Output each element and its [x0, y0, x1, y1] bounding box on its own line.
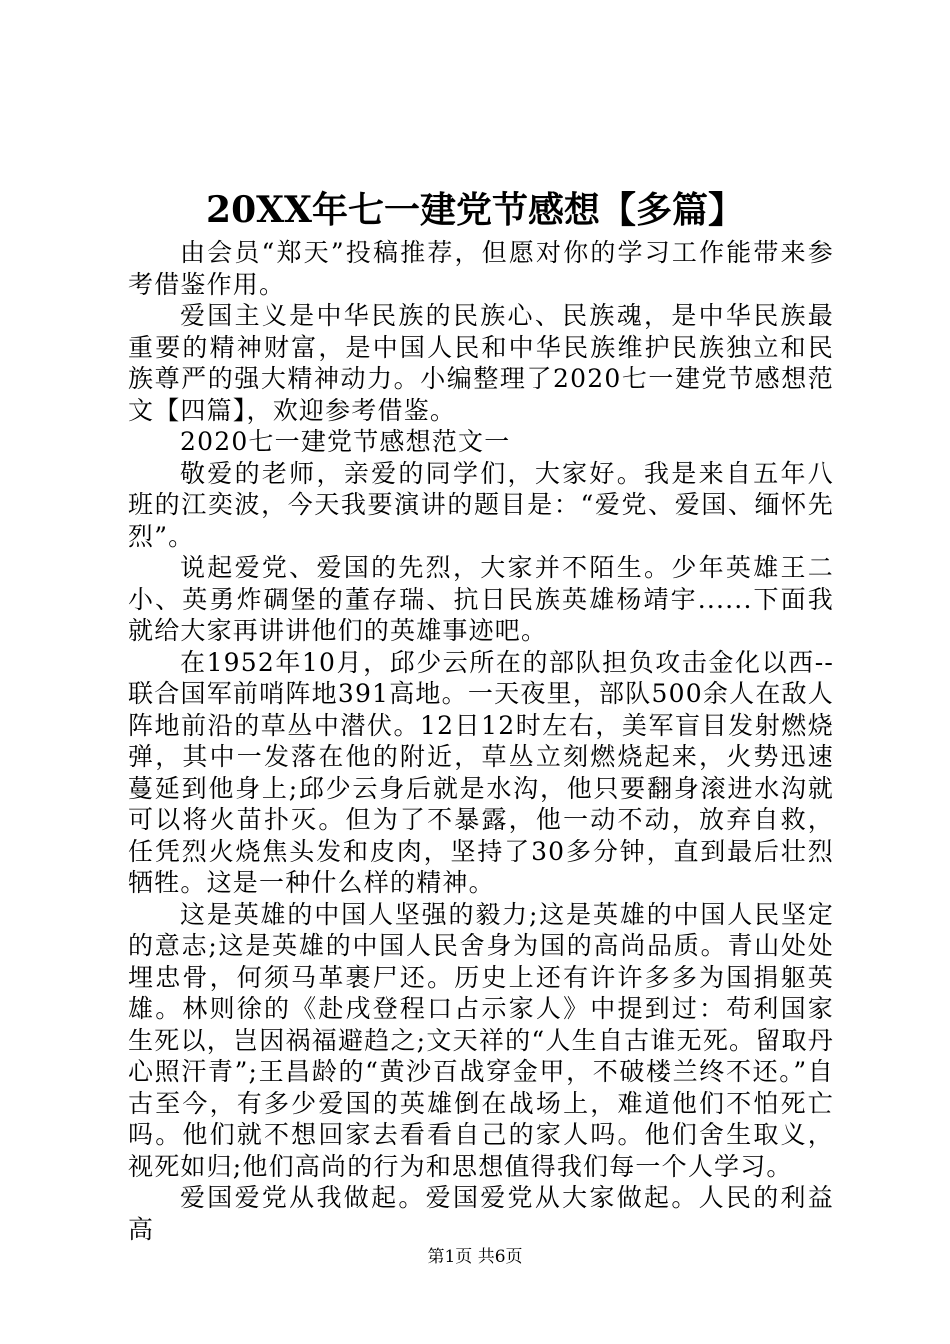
- paragraph-closing: 爱国爱党从我做起。爱国爱党从大家做起。人民的利益高: [128, 1183, 834, 1244]
- paragraph-heroes: 说起爱党、爱国的先烈，大家并不陌生。少年英雄王二小、英勇炸碉堡的董存瑞、抗日民族英雄杨靖宇......下面我就给大家再讲讲他们的英雄事迹吧。: [128, 553, 834, 645]
- document-body: [128, 237, 834, 1245]
- paragraph-qiu-shaoyun: 在1952年10月，邱少云所在的部队担负攻击金化以西--联合国军前哨阵地391高地。一天夜里，部队500余人在敌人阵地前沿的草丛中潜伏。12日12时左右，美军盲目发射燃烧弹，其中一发落在他的附近，草丛立刻燃烧起来，火势迅速蔓延到他身上;邱少云身后就是水沟，他只要翻身滚进水沟就可以将火苗扑灭。但为了不暴露，他一动不动，放弃自救，任凭烈火烧焦头发和皮肉，坚持了30多分钟，直到最后壮烈牺牲。这是一种什么样的精神。: [128, 647, 834, 897]
- paragraph-spirit: 这是英雄的中国人坚强的毅力;这是英雄的中国人民坚定的意志;这是英雄的中国人民舍身为国的高尚品质。青山处处埋忠骨，何须马革裹尸还。历史上还有许许多多为国捐躯英雄。林则徐的《赴戌登程口占示家人》中提到过：苟利国家生死以，岂因祸福避趋之;文天祥的“人生自古谁无死。留取丹心照汗青”;王昌龄的“黄沙百战穿金甲，不破楼兰终不还。”自古至今，有多少爱国的英雄倒在战场上，难道他们不怕死亡吗。他们就不想回家去看看自己的家人吗。他们舍生取义，视死如归;他们高尚的行为和思想值得我们每一个人学习。: [128, 899, 834, 1181]
- section-heading: 2020七一建党节感想范文一: [180, 427, 511, 456]
- page-footer: 第1页 共6页: [427, 1247, 523, 1267]
- document-title: 20XX年七一建党节感想【多篇】: [206, 189, 744, 231]
- paragraph-intro: 由会员“郑天”投稿推荐，但愿对你的学习工作能带来参考借鉴作用。: [128, 238, 834, 299]
- paragraph-summary: 爱国主义是中华民族的民族心、民族魂，是中华民族最重要的精神财富，是中国人民和中华民族维护民族独立和民族尊严的强大精神动力。小编整理了2020七一建党节感想范文【四篇】，欢迎参考借鉴。: [128, 301, 834, 425]
- paragraph-greeting: 敬爱的老师，亲爱的同学们，大家好。我是来自五年八班的江奕波，今天我要演讲的题目是：“爱党、爱国、缅怀先烈”。: [128, 458, 834, 551]
